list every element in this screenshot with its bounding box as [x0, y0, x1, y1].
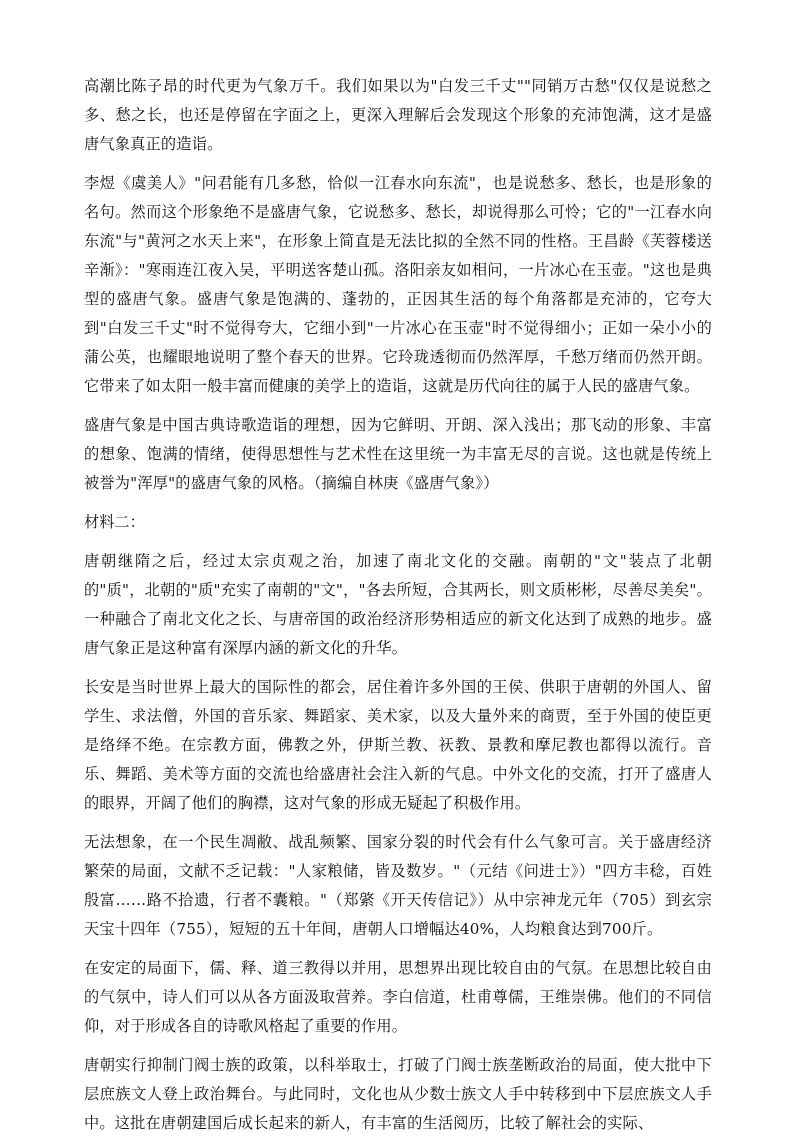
paragraph-6: 无法想象，在一个民生凋敝、战乱频繁、国家分裂的时代会有什么气象可言。关于盛唐经济繁荣的局面，文献不乏记载："人家粮储，皆及数岁。"（元结《问进士》）"四方丰稔，百姓殷富……路不拾遗，行者不囊粮。"（郑綮《开天传信记》）从中宗神龙元年（705）到玄宗天宝十四年（755），短短的五十年间，唐朝人口增幅达40%，人均粮食达到700斤。	[84, 833, 712, 938]
section-label-material-two: 材料二：	[84, 513, 145, 531]
paragraph-8: 唐朝实行抑制门阀士族的政策，以科举取士，打破了门阀士族垄断政治的局面，使大批中下层庶族文人登上政治舞台。与此同时，文化也从少数士族文人手中转移到中下层庶族文人手中。这批在唐朝建国后成长起来的新人，有丰富的生活阅历，比较了解社会的实际、	[84, 1056, 712, 1132]
paragraph-1: 高潮比陈子昂的时代更为气象万千。我们如果以为"白发三千丈""同销万古愁"仅仅是说愁之多、愁之长，也还是停留在字面之上，更深入理解后会发现这个形象的充沛饱满，这才是盛唐气象真正的造诣。	[84, 77, 712, 153]
paragraph-4: 唐朝继隋之后，经过太宗贞观之治，加速了南北文化的交融。南朝的"文"装点了北朝的"质"，北朝的"质"充实了南朝的"文"，"各去所短，合其两长，则文质彬彬，尽善尽美矣"。一种融合了南北文化之长、与唐帝国的政治经济形势相适应的新文化达到了成熟的地步。盛唐气象正是这种富有深厚内涵的新文化的升华。	[84, 552, 712, 657]
document-page	[84, 72, 712, 1148]
paragraph-7: 在安定的局面下，儒、释、道三教得以并用，思想界出现比较自由的气氛。在思想比较自由的气氛中，诗人们可以从各方面汲取营养。李白信道，杜甫尊儒，王维崇佛。他们的不同信仰，对于形成各自的诗歌风格起了重要的作用。	[84, 959, 712, 1035]
paragraph-5: 长安是当时世界上最大的国际性的都会，居住着许多外国的王侯、供职于唐朝的外国人、留学生、求法僧，外国的音乐家、舞蹈家、美术家，以及大量外来的商贾，至于外国的使臣更是络绎不绝。在宗教方面，佛教之外，伊斯兰教、祆教、景教和摩尼教也都得以流行。音乐、舞蹈、美术等方面的交流也给盛唐社会注入新的气息。中外文化的交流，打开了盛唐人的眼界，开阔了他们的胸襟，这对气象的形成无疑起了积极作用。	[84, 678, 712, 812]
paragraph-2: 李煜《虞美人》"问君能有几多愁，恰似一江春水向东流"，也是说愁多、愁长，也是形象的名句。然而这个形象绝不是盛唐气象，它说愁多、愁长，却说得那么可怜；它的"一江春水向东流"与"黄河之水天上来"，在形象上简直是无法比拟的全然不同的性格。王昌龄《芙蓉楼送辛渐》："寒雨连江夜入吴，平明送客楚山孤。洛阳亲友如相问，一片冰心在玉壶。"这也是典型的盛唐气象。盛唐气象是饱满的、蓬勃的，正因其生活的每个角落都是充沛的，它夸大到"白发三千丈"时不觉得夸大，它细小到"一片冰心在玉壶"时不觉得细小；正如一朵小小的蒲公英，也耀眼地说明了整个春天的世界。它玲珑透彻而仍然浑厚，千愁万绪而仍然开朗。它带来了如太阳一般丰富而健康的美学上的造诣，这就是历代向往的属于人民的盛唐气象。	[84, 174, 712, 395]
paragraph-3: 盛唐气象是中国古典诗歌造诣的理想，因为它鲜明、开朗、深入浅出；那飞动的形象、丰富的想象、饱满的情绪，使得思想性与艺术性在这里统一为丰富无尽的言说。这也就是传统上被誉为"浑厚"的盛唐气象的风格。（摘编自林庚《盛唐气象》）	[84, 416, 712, 492]
